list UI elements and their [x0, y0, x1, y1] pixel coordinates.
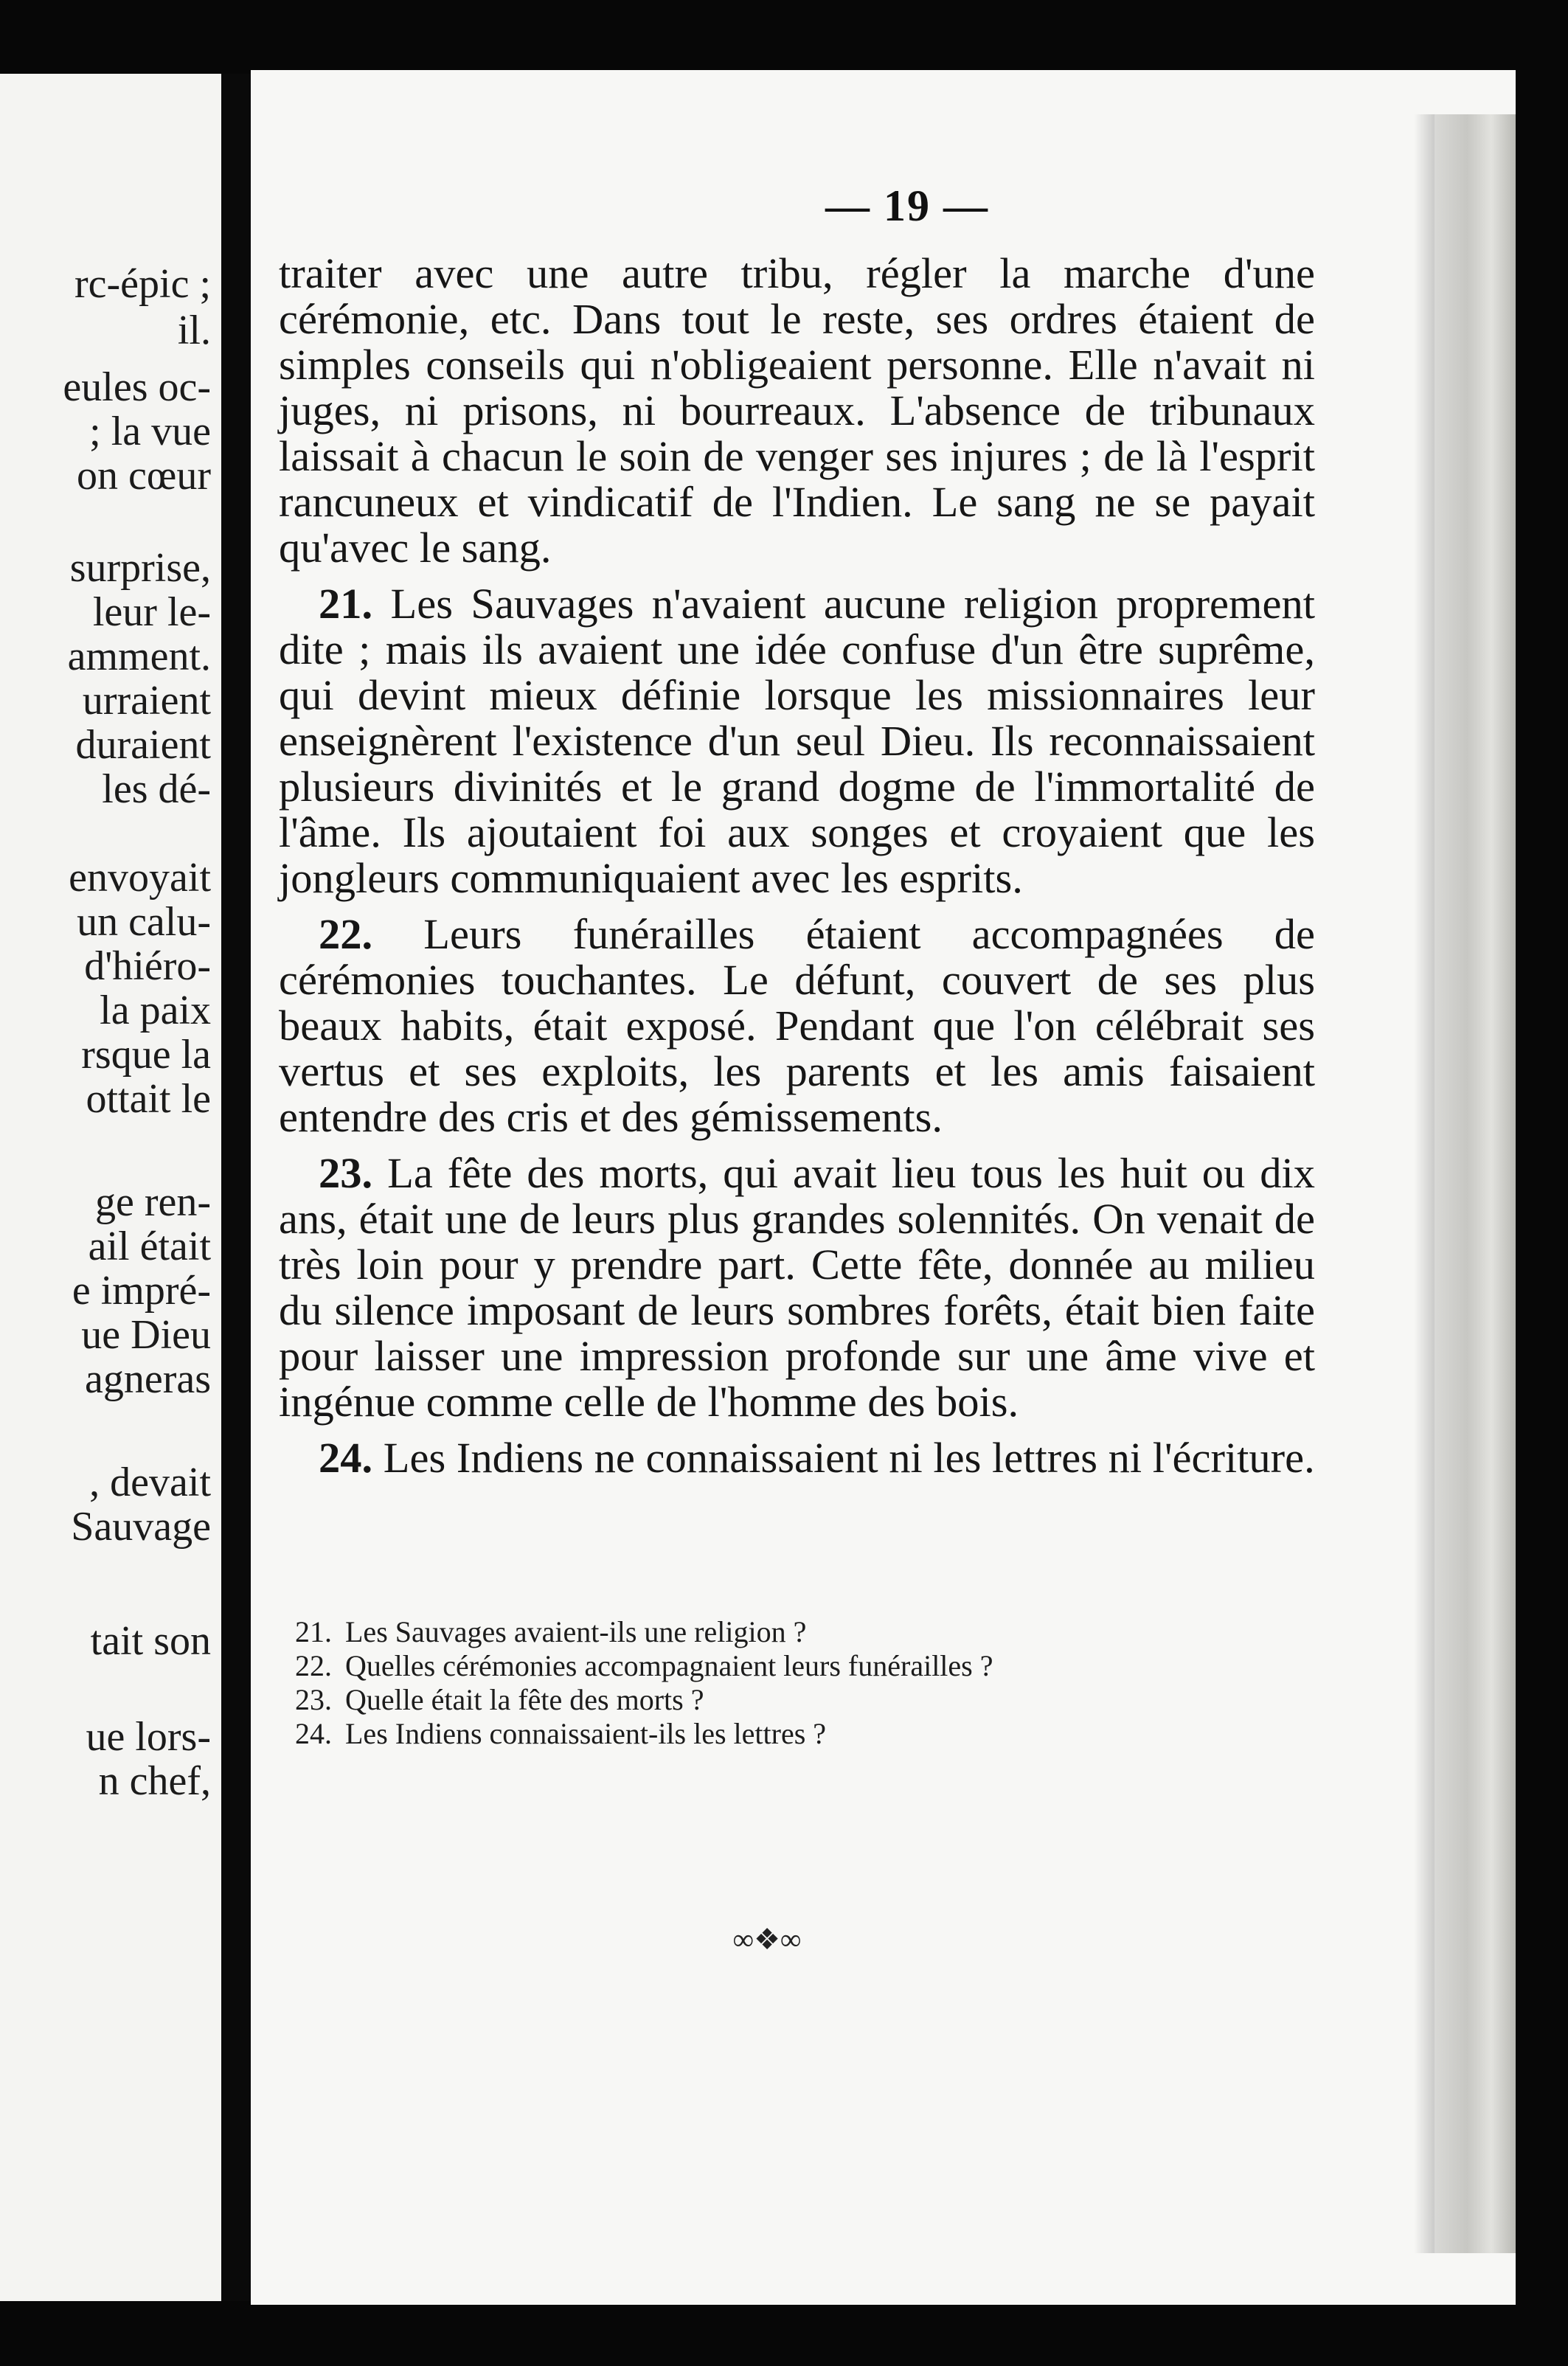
page-number: — 19 — [825, 181, 989, 230]
question-text: Les Sauvages avaient-ils une religion ? [345, 1615, 807, 1648]
left-line: agneras [84, 1356, 211, 1402]
question-item [295, 1649, 1254, 1683]
left-line: un calu- [77, 899, 211, 945]
left-line: envoyait [69, 855, 211, 901]
left-line: Sauvage [71, 1504, 211, 1550]
question-number: 23. [295, 1683, 332, 1716]
left-line: ue lors- [86, 1714, 211, 1760]
paragraph-text: Les Sauvages n'avaient aucune religion proprement dite ; mais ils avaient une idée confuse d'un être suprême, qui devint mieux définie lorsque les missionnaires leur enseignèrent l'existence d'un seul Dieu. Ils reconnaissaient plusieurs divinités et le grand dogme de l'immortalité de l'âme. Ils ajoutaient foi aux songes et croyaient que les jongleurs communiquaient avec les esprits. [279, 580, 1315, 902]
question-text: Quelles cérémonies accompagnaient leurs funérailles ? [345, 1649, 993, 1682]
paragraph-number: 22. [319, 910, 373, 958]
left-line: rsque la [81, 1032, 211, 1078]
book-gutter [221, 74, 251, 2301]
page-edge [1435, 114, 1516, 2253]
paragraph-22 [279, 912, 1315, 1140]
body-text [279, 251, 1315, 1491]
page-edge-shadow [1414, 114, 1435, 2253]
left-line: eules oc- [63, 364, 211, 410]
left-line: ge ren- [94, 1179, 211, 1225]
paragraph-text: Les Indiens ne connaissaient ni les lettres ni l'écriture. [383, 1434, 1315, 1482]
paragraph-23 [279, 1151, 1315, 1425]
paragraph-text: Leurs funérailles étaient accompagnées de cérémonies touchantes. Le défunt, couvert de ses plus beaux habits, était exposé. Pendant que l'on célébrait ses vertus et ses exploits, les parents et les amis faisaient entendre des cris et des gémissements. [279, 910, 1315, 1141]
left-line: n chef, [98, 1758, 211, 1804]
paragraph-number: 23. [319, 1149, 373, 1197]
question-item [295, 1717, 1254, 1751]
paragraph-number: 24. [319, 1434, 373, 1482]
question-number: 21. [295, 1615, 332, 1648]
paragraph-21 [279, 581, 1315, 901]
left-line: on cœur [77, 453, 211, 499]
book-page [251, 70, 1516, 2305]
previous-page-fragment [0, 74, 221, 2301]
left-line: urraient [82, 678, 211, 724]
left-line: rc-épic ; [74, 261, 211, 307]
paragraph-text: La fête des morts, qui avait lieu tous les huit ou dix ans, était une de leurs plus grandes solennités. On venait de très loin pour y prendre part. Cette fête, donnée au milieu du silence imposant de leurs sombres forêts, était bien faite pour laisser une impression profonde sur une âme vive et ingénue comme celle de l'homme des bois. [279, 1149, 1315, 1426]
question-number: 24. [295, 1717, 332, 1750]
question-item [295, 1615, 1254, 1649]
left-line: ue Dieu [81, 1312, 211, 1358]
review-questions [295, 1615, 1254, 1751]
paragraph-text: traiter avec une autre tribu, régler la marche d'une cérémonie, etc. Dans tout le reste, ses ordres étaient de simples conseils qui n'obligeaient personne. Elle n'avait ni juges, ni prisons, ni bourreaux. L'absence de tribunaux laissait à chacun le soin de venger ses injures ; de là l'esprit rancuneux et vindicatif de l'Indien. Le sang ne se payait qu'avec le sang. [279, 249, 1315, 572]
left-line: surprise, [69, 545, 211, 591]
left-line: tait son [90, 1618, 211, 1664]
question-text: Quelle était la fête des morts ? [345, 1683, 704, 1716]
left-line: les dé- [102, 766, 211, 812]
paragraph-24 [279, 1435, 1315, 1481]
left-line: la paix [100, 988, 211, 1033]
left-line: ; la vue [89, 409, 211, 454]
left-line: d'hiéro- [84, 943, 211, 989]
paragraph-number: 21. [319, 580, 373, 628]
question-number: 22. [295, 1649, 332, 1682]
paragraph-continued [279, 251, 1315, 571]
ornament-divider-icon: ∞❖∞ [732, 1923, 802, 1956]
left-line: il. [177, 308, 211, 353]
question-text: Les Indiens connaissaient-ils les lettres ? [345, 1717, 827, 1750]
left-line: leur le- [92, 589, 211, 635]
question-item [295, 1683, 1254, 1717]
left-line: , devait [89, 1460, 211, 1505]
left-line: ail était [88, 1224, 211, 1269]
left-line: ottait le [86, 1076, 211, 1122]
left-line: e impré- [72, 1268, 211, 1314]
left-line: duraient [75, 722, 211, 768]
left-line: amment. [67, 634, 211, 679]
